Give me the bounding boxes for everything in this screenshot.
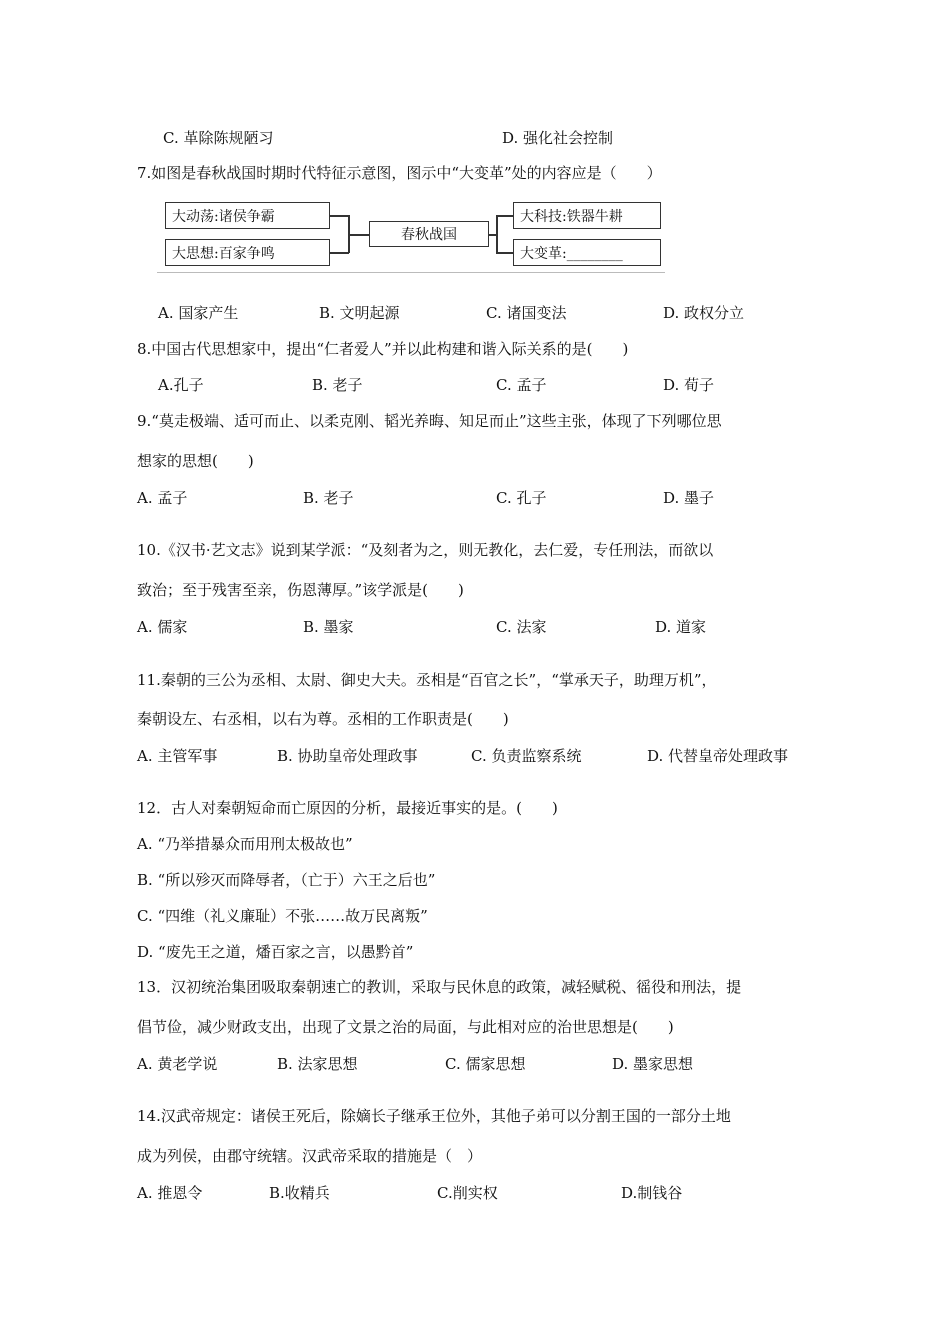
diagram-right-bottom-box: 大变革:________ [513, 239, 661, 266]
q6-option-d: D. 强化社会控制 [502, 129, 614, 147]
q14-option-c: C.削实权 [437, 1184, 498, 1202]
q7-option-c: C. 诸国变法 [486, 304, 567, 322]
q11-option-a: A. 主管军事 [137, 747, 218, 765]
connector [496, 215, 513, 217]
q9-option-b: B. 老子 [303, 489, 354, 507]
q7-option-a: A. 国家产生 [158, 304, 239, 322]
q7-options [0, 302, 950, 324]
q11-stem-line2: 秦朝设左、右丞相，以右为尊。丞相的工作职责是( ) [137, 710, 509, 728]
q10-option-c: C. 法家 [496, 618, 547, 636]
q14-options [0, 1182, 950, 1204]
q7-diagram [157, 193, 665, 273]
q9-stem-line2: 想家的思想( ) [137, 452, 254, 470]
q10-stem-line1: 10.《汉书·艺文志》说到某学派：“及刻者为之，则无教化，去仁爱，专任刑法，而欲以 [137, 541, 714, 559]
q13-stem-line2: 倡节俭，减少财政支出，出现了文景之治的局面，与此相对应的治世思想是( ) [137, 1018, 674, 1036]
q13-option-d: D. 墨家思想 [612, 1055, 694, 1073]
q13-option-a: A. 黄老学说 [137, 1055, 218, 1073]
q14-option-b: B.收精兵 [269, 1184, 330, 1202]
q13-option-c: C. 儒家思想 [445, 1055, 526, 1073]
q14-option-a: A. 推恩令 [137, 1184, 203, 1202]
q9-option-c: C. 孔子 [496, 489, 547, 507]
q8-option-a: A.孔子 [158, 376, 204, 394]
q9-options [0, 487, 950, 509]
q7-option-b: B. 文明起源 [319, 304, 400, 322]
q8-options [0, 374, 950, 396]
q8-option-b: B. 老子 [312, 376, 363, 394]
connector [330, 215, 349, 217]
q11-option-c: C. 负责监察系统 [471, 747, 582, 765]
q11-options [0, 745, 950, 767]
q9-option-a: A. 孟子 [137, 489, 188, 507]
q9-stem-line1: 9.“莫走极端、适可而止、以柔克刚、韬光养晦、知足而止”这些主张，体现了下列哪位思 [137, 412, 722, 430]
q12-stem: 12．古人对秦朝短命而亡原因的分析，最接近事实的是。( ) [137, 799, 558, 817]
q6-option-c: C. 革除陈规陋习 [163, 129, 274, 147]
q12-option-d: D. “废先王之道，燔百家之言，以愚黔首” [137, 943, 414, 961]
q13-options [0, 1053, 950, 1075]
connector [330, 252, 349, 254]
q8-option-c: C. 孟子 [496, 376, 547, 394]
q12-option-c: C. “四维（礼义廉耻）不张……故万民离叛” [137, 907, 428, 925]
q12-option-b: B. “所以殄灭而降辱者，（亡于）六王之后也” [137, 871, 436, 889]
diagram-center-box: 春秋战国 [369, 221, 489, 247]
q14-stem-line1: 14.汉武帝规定：诸侯王死后，除嫡长子继承王位外，其他子弟可以分割王国的一部分土地 [137, 1107, 731, 1125]
q11-option-d: D. 代替皇帝处理政事 [647, 747, 789, 765]
q11-option-b: B. 协助皇帝处理政事 [277, 747, 418, 765]
q14-option-d: D.制钱谷 [621, 1184, 683, 1202]
connector [348, 234, 369, 236]
q7-stem: 7.如图是春秋战国时期时代特征示意图，图示中“大变革”处的内容应是（ ） [137, 164, 662, 182]
q13-stem-line1: 13．汉初统治集团吸取秦朝速亡的教训，采取与民休息的政策，减轻赋税、徭役和刑法，提 [137, 978, 742, 996]
diagram-right-top-box: 大科技:铁器牛耕 [513, 202, 661, 229]
q12-option-a: A. “乃举措暴众而用刑太极故也” [137, 835, 353, 853]
q8-stem: 8.中国古代思想家中，提出“仁者爱人”并以此构建和谐入际关系的是( ) [137, 340, 629, 358]
connector [496, 252, 513, 254]
q10-option-a: A. 儒家 [137, 618, 188, 636]
q13-option-b: B. 法家思想 [277, 1055, 358, 1073]
q10-options [0, 616, 950, 638]
diagram-left-top-box: 大动荡:诸侯争霸 [165, 202, 330, 229]
diagram-left-bottom-box: 大思想:百家争鸣 [165, 239, 330, 266]
q10-option-d: D. 道家 [655, 618, 707, 636]
q8-option-d: D. 荀子 [663, 376, 715, 394]
connector [496, 215, 498, 253]
q10-stem-line2: 致治；至于残害至亲，伤恩薄厚。”该学派是( ) [137, 581, 464, 599]
q10-option-b: B. 墨家 [303, 618, 354, 636]
q14-stem-line2: 成为列侯，由郡守统辖。汉武帝采取的措施是（ ） [137, 1147, 483, 1165]
q9-option-d: D. 墨子 [663, 489, 715, 507]
q7-option-d: D. 政权分立 [663, 304, 745, 322]
q11-stem-line1: 11.秦朝的三公为丞相、太尉、御史大夫。丞相是“百官之长”，“掌承天子，助理万机”， [137, 671, 717, 689]
q6-options [0, 127, 950, 149]
